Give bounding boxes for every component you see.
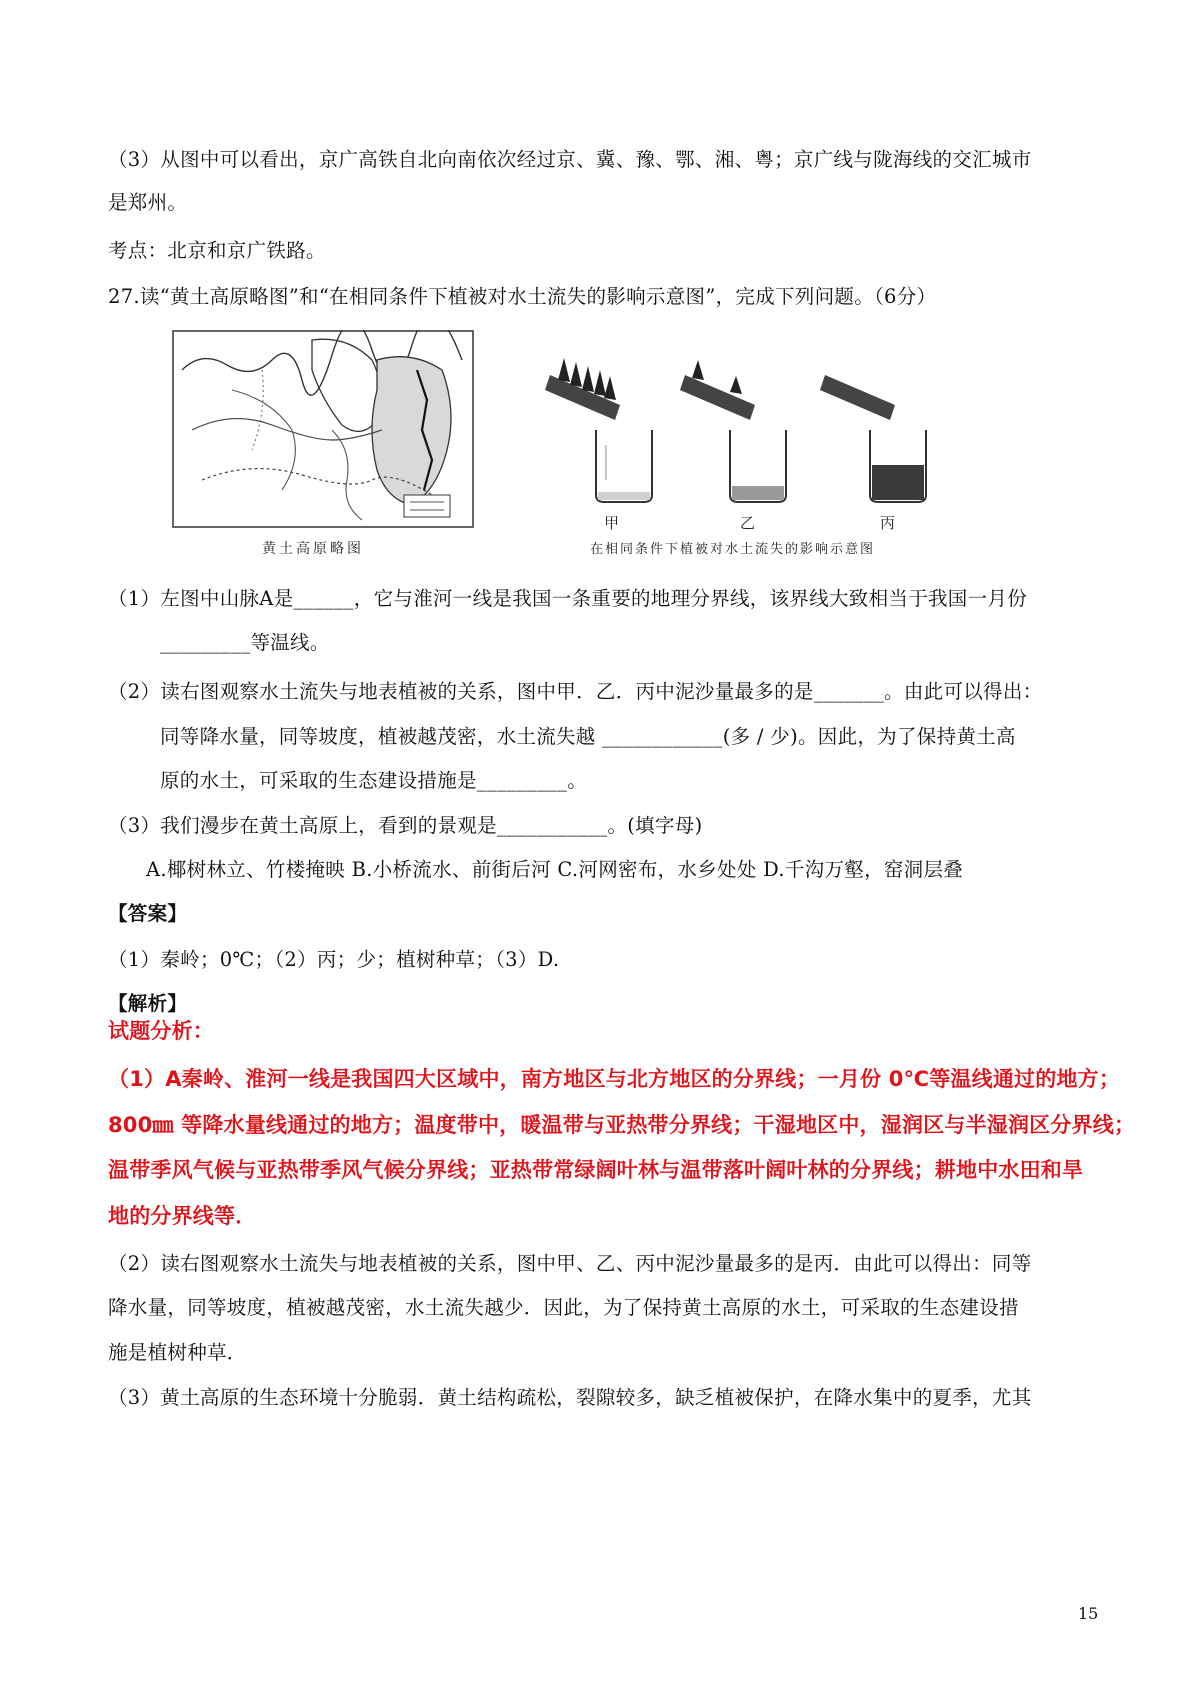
analysis-text: （3）黄土高原的生态环境十分脆弱．黄土结构疏松，裂隙较多，缺乏植被保护，在降水集中的夏季，尤其	[108, 1386, 1032, 1409]
text-line: （3）从图中可以看出，京广高铁自北向南依次经过京、冀、豫、鄂、湘、粤；京广线与陇海线的交汇城市	[108, 148, 1032, 171]
answer-heading: 【答案】	[108, 902, 188, 925]
question-2-cont: 同等降水量，同等坡度，植被越茂密，水土流失越 ____________(多 / 少)。因此，为了保持黄土高	[160, 725, 1016, 748]
analysis-text: 降水量，同等坡度，植被越茂密，水土流失越少．因此，为了保持黄土高原的水土，可采取的生态建设措	[108, 1296, 1019, 1319]
analysis-red-line: （1）A秦岭、淮河一线是我国四大区域中，南方地区与北方地区的分界线；一月份 0℃等温线通过的地方；	[108, 1067, 1121, 1091]
question-2-cont: 原的水土，可采取的生态建设措施是_________。	[160, 769, 588, 792]
analysis-subheading: 试题分析：	[108, 1019, 214, 1043]
analysis-text: 施是植树种草．	[108, 1341, 247, 1364]
text-line: 是郑州。	[108, 191, 188, 214]
erosion-experiment-figure	[540, 330, 960, 540]
map-caption: 黄土高原略图	[262, 541, 364, 557]
question-2: （2）读右图观察水土流失与地表植被的关系，图中甲．乙．丙中泥沙量最多的是_______。由此可以得出：	[108, 680, 1043, 703]
analysis-red-line: 温带季风气候与亚热带季风气候分界线；亚热带常绿阔叶林与温带落叶阔叶林的分界线；耕地中水田和旱	[108, 1158, 1084, 1182]
analysis-red-line: 地的分界线等．	[108, 1204, 257, 1228]
page-number: 15	[1078, 1604, 1099, 1623]
label-jia: 甲	[604, 514, 623, 532]
label-yi: 乙	[740, 514, 759, 532]
loess-plateau-map	[172, 330, 474, 528]
question-3: （3）我们漫步在黄土高原上，看到的景观是___________。(填字母)	[108, 814, 703, 837]
question-1-cont: _________等温线。	[160, 631, 330, 654]
experiment-caption: 在相同条件下植被对水土流失的影响示意图	[590, 542, 876, 557]
label-bing: 丙	[880, 514, 899, 532]
analysis-heading: 【解析】	[108, 992, 188, 1015]
analysis-text: （2）读右图观察水土流失与地表植被的关系，图中甲、乙、丙中泥沙量最多的是丙．由此可以得出：同等	[108, 1252, 1032, 1275]
question-1: （1）左图中山脉A是______，它与淮河一线是我国一条重要的地理分界线，该界线大致相当于我国一月份	[108, 587, 1027, 610]
analysis-red-line: 800㎜ 等降水量线通过的地方；温度带中，暖温带与亚热带分界线；干湿地区中，湿润区与半湿润区分界线；	[108, 1113, 1136, 1137]
text-line: 考点：北京和京广铁路。	[108, 239, 326, 262]
question-title: 27.读“黄土高原略图”和“在相同条件下植被对水土流失的影响示意图”，完成下列问题。（6分）	[108, 285, 937, 308]
question-3-options: A.椰树林立、竹楼掩映 B.小桥流水、前街后河 C.河网密布，水乡处处 D.千沟万壑，窑洞层叠	[146, 858, 964, 881]
answer-text: （1）秦岭；0℃；（2）丙；少；植树种草；（3）D.	[108, 948, 560, 971]
